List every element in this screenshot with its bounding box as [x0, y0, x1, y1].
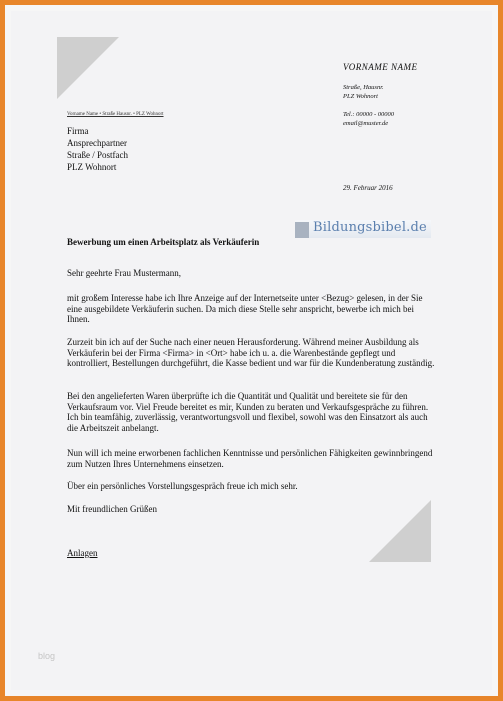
sender-city: PLZ Wohnort: [343, 93, 378, 100]
paragraph-1: mit großem Interesse habe ich Ihre Anzeige auf der Internetseite unter <Bezug> gelesen, in der Sie eine ausgebildete Verkäuferin suchen. Da mich diese Stelle sehr anspricht, bewerbe ich mich bei Ihnen.: [67, 293, 423, 325]
salutation: Sehr geehrte Frau Mustermann,: [67, 268, 181, 278]
sender-phone: Tel.: 00000 - 00000: [343, 111, 395, 118]
recipient-company: Firma: [67, 126, 89, 136]
sender-name: [343, 62, 417, 72]
sender-email: email@muster.de: [343, 120, 389, 127]
recipient-contact: Ansprechpartner: [67, 138, 127, 148]
letter-date: 29. Februar 2016: [343, 184, 393, 192]
logo: [295, 220, 431, 238]
watermark: blog: [38, 651, 56, 661]
sender-first-name: VORNAME: [343, 62, 389, 72]
recipient-street: Straße / Postfach: [67, 150, 128, 160]
paragraph-2: Zurzeit bin ich auf der Suche nach einer neuen Herausforderung. Während meiner Ausbildung als Verkäuferin bei der Firma <Firma> in <Ort> habe ich u. a. die Warenbestände gepflegt und kontrolliert, Bestellungen durchgeführt, die Kasse bedient und war für die Kundenberatung zuständig.: [67, 337, 435, 369]
sender-last-name: NAME: [390, 62, 418, 72]
paragraph-3: Bei den angelieferten Waren überprüfte ich die Quantität und Qualität und bereitete sie für den Verkaufsraum vor. Viel Freude bereitet es mir, Kunden zu beraten und Verkaufsgespräche zu führen. Ich bin teamfähig, zuverlässig, verantwortungsvoll und flexibel, sowohl was den Einsatzort als auch die Arbeitszeit anbelangt.: [67, 391, 429, 433]
logo-mark: [295, 222, 309, 238]
paragraph-4: Nun will ich meine erworbenen fachlichen Kenntnisse und persönlichen Fähigkeiten gewinnbringend zum Nutzen Ihres Unternehmens einsetzen.: [67, 448, 433, 469]
corner-triangle-top: [57, 37, 119, 99]
closing: Mit freundlichen Grüßen: [67, 504, 157, 514]
return-address-line: Vorname Name • Straße Hausnr. • PLZ Wohnort: [67, 112, 164, 117]
attachments-label: Anlagen: [67, 548, 98, 558]
paragraph-5: Über ein persönliches Vorstellungsgespräch freue ich mich sehr.: [67, 481, 298, 491]
logo-text: Bildungsbibel.de: [313, 220, 427, 235]
letter-subject: Bewerbung um einen Arbeitsplatz als Verkäuferin: [67, 237, 260, 247]
sender-street: Straße, Hausnr.: [343, 84, 384, 91]
recipient-city: PLZ Wohnort: [67, 162, 117, 172]
